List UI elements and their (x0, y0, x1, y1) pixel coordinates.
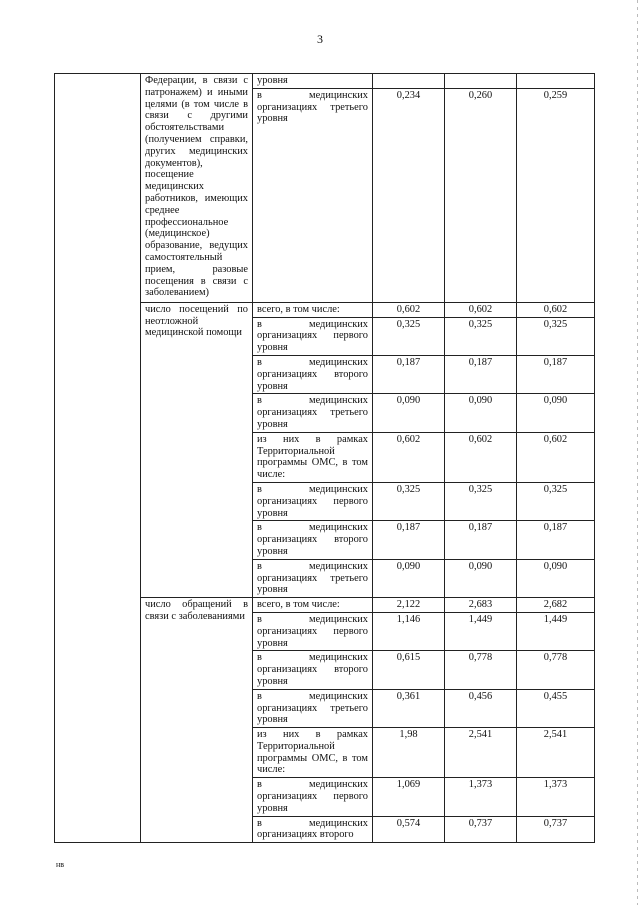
value-cell: 0,778 (445, 651, 517, 689)
value-cell: 1,146 (373, 612, 445, 650)
measure-cell: в медицинских организациях первого уровня (253, 317, 373, 355)
indicator-name-cell: число посещений по неотложной медицинской помощи (141, 302, 253, 597)
value-cell: 0,615 (373, 651, 445, 689)
value-cell: 0,325 (517, 317, 595, 355)
table-row (55, 74, 595, 89)
measure-cell: в медицинских организациях второго (253, 816, 373, 843)
value-cell (517, 74, 595, 89)
value-cell (445, 74, 517, 89)
footer-mark: нв (56, 860, 65, 869)
value-cell: 0,259 (517, 88, 595, 302)
measure-cell: из них в рамках Территориальной программы ОМС, в том числе: (253, 432, 373, 482)
value-cell: 0,090 (373, 559, 445, 597)
value-cell: 0,361 (373, 689, 445, 727)
value-cell: 2,122 (373, 598, 445, 613)
value-cell: 0,187 (373, 355, 445, 393)
value-cell: 1,449 (445, 612, 517, 650)
value-cell: 2,541 (517, 728, 595, 778)
value-cell: 0,602 (373, 302, 445, 317)
value-cell: 0,090 (517, 394, 595, 432)
value-cell: 0,090 (445, 559, 517, 597)
value-cell: 0,187 (517, 521, 595, 559)
value-cell: 0,574 (373, 816, 445, 843)
value-cell: 0,325 (373, 317, 445, 355)
value-cell: 1,449 (517, 612, 595, 650)
measure-cell: в медицинских организациях третьего уровня (253, 689, 373, 727)
value-cell: 0,090 (373, 394, 445, 432)
value-cell: 1,373 (517, 778, 595, 816)
value-cell: 0,325 (445, 482, 517, 520)
value-cell: 0,602 (517, 432, 595, 482)
value-cell: 0,187 (517, 355, 595, 393)
measure-cell: из них в рамках Территориальной программы ОМС, в том числе: (253, 728, 373, 778)
value-cell: 0,602 (373, 432, 445, 482)
measure-cell: в медицинских организациях второго уровня (253, 355, 373, 393)
value-cell: 0,455 (517, 689, 595, 727)
value-cell: 1,069 (373, 778, 445, 816)
measure-cell: в медицинских организациях первого уровня (253, 612, 373, 650)
value-cell: 2,682 (517, 598, 595, 613)
value-cell: 0,737 (517, 816, 595, 843)
value-cell: 0,602 (445, 432, 517, 482)
measure-cell: в медицинских организациях первого уровня (253, 482, 373, 520)
value-cell: 0,260 (445, 88, 517, 302)
scan-edge (637, 0, 638, 905)
value-cell: 0,187 (445, 521, 517, 559)
measure-cell: в медицинских организациях третьего уровня (253, 559, 373, 597)
value-cell: 0,187 (445, 355, 517, 393)
value-cell: 0,325 (445, 317, 517, 355)
value-cell: 0,456 (445, 689, 517, 727)
value-cell: 0,090 (517, 559, 595, 597)
value-cell: 1,373 (445, 778, 517, 816)
indicator-name-cell: число обращений в связи с заболеваниями (141, 598, 253, 843)
value-cell: 0,602 (517, 302, 595, 317)
value-cell: 0,187 (373, 521, 445, 559)
measure-cell: в медицинских организациях второго уровня (253, 521, 373, 559)
measure-cell: в медицинских организациях третьего уровня (253, 88, 373, 302)
value-cell (373, 74, 445, 89)
measure-cell: в медицинских организациях третьего уровня (253, 394, 373, 432)
measure-cell: всего, в том числе: (253, 302, 373, 317)
value-cell: 0,737 (445, 816, 517, 843)
indicator-table (54, 73, 595, 843)
value-cell: 2,683 (445, 598, 517, 613)
value-cell: 0,778 (517, 651, 595, 689)
value-cell: 0,234 (373, 88, 445, 302)
measure-cell: уровня (253, 74, 373, 89)
category-cell (55, 74, 141, 843)
value-cell: 0,325 (373, 482, 445, 520)
page-number: 3 (317, 32, 323, 46)
value-cell: 1,98 (373, 728, 445, 778)
value-cell: 0,090 (445, 394, 517, 432)
indicator-name-cell: Федерации, в связи с патронажем) и иными целями (в том числе в связи с другими обстоятельствами (получением справки, других медицинских документов), посещение медицинских работников, имеющих среднее профессиональное (медицинское) образование, ведущих самостоятельный прием, разовые посещения в связи с заболеванием) (141, 74, 253, 303)
value-cell: 0,602 (445, 302, 517, 317)
value-cell: 0,325 (517, 482, 595, 520)
measure-cell: в медицинских организациях первого уровня (253, 778, 373, 816)
measure-cell: в медицинских организациях второго уровня (253, 651, 373, 689)
measure-cell: всего, в том числе: (253, 598, 373, 613)
value-cell: 2,541 (445, 728, 517, 778)
